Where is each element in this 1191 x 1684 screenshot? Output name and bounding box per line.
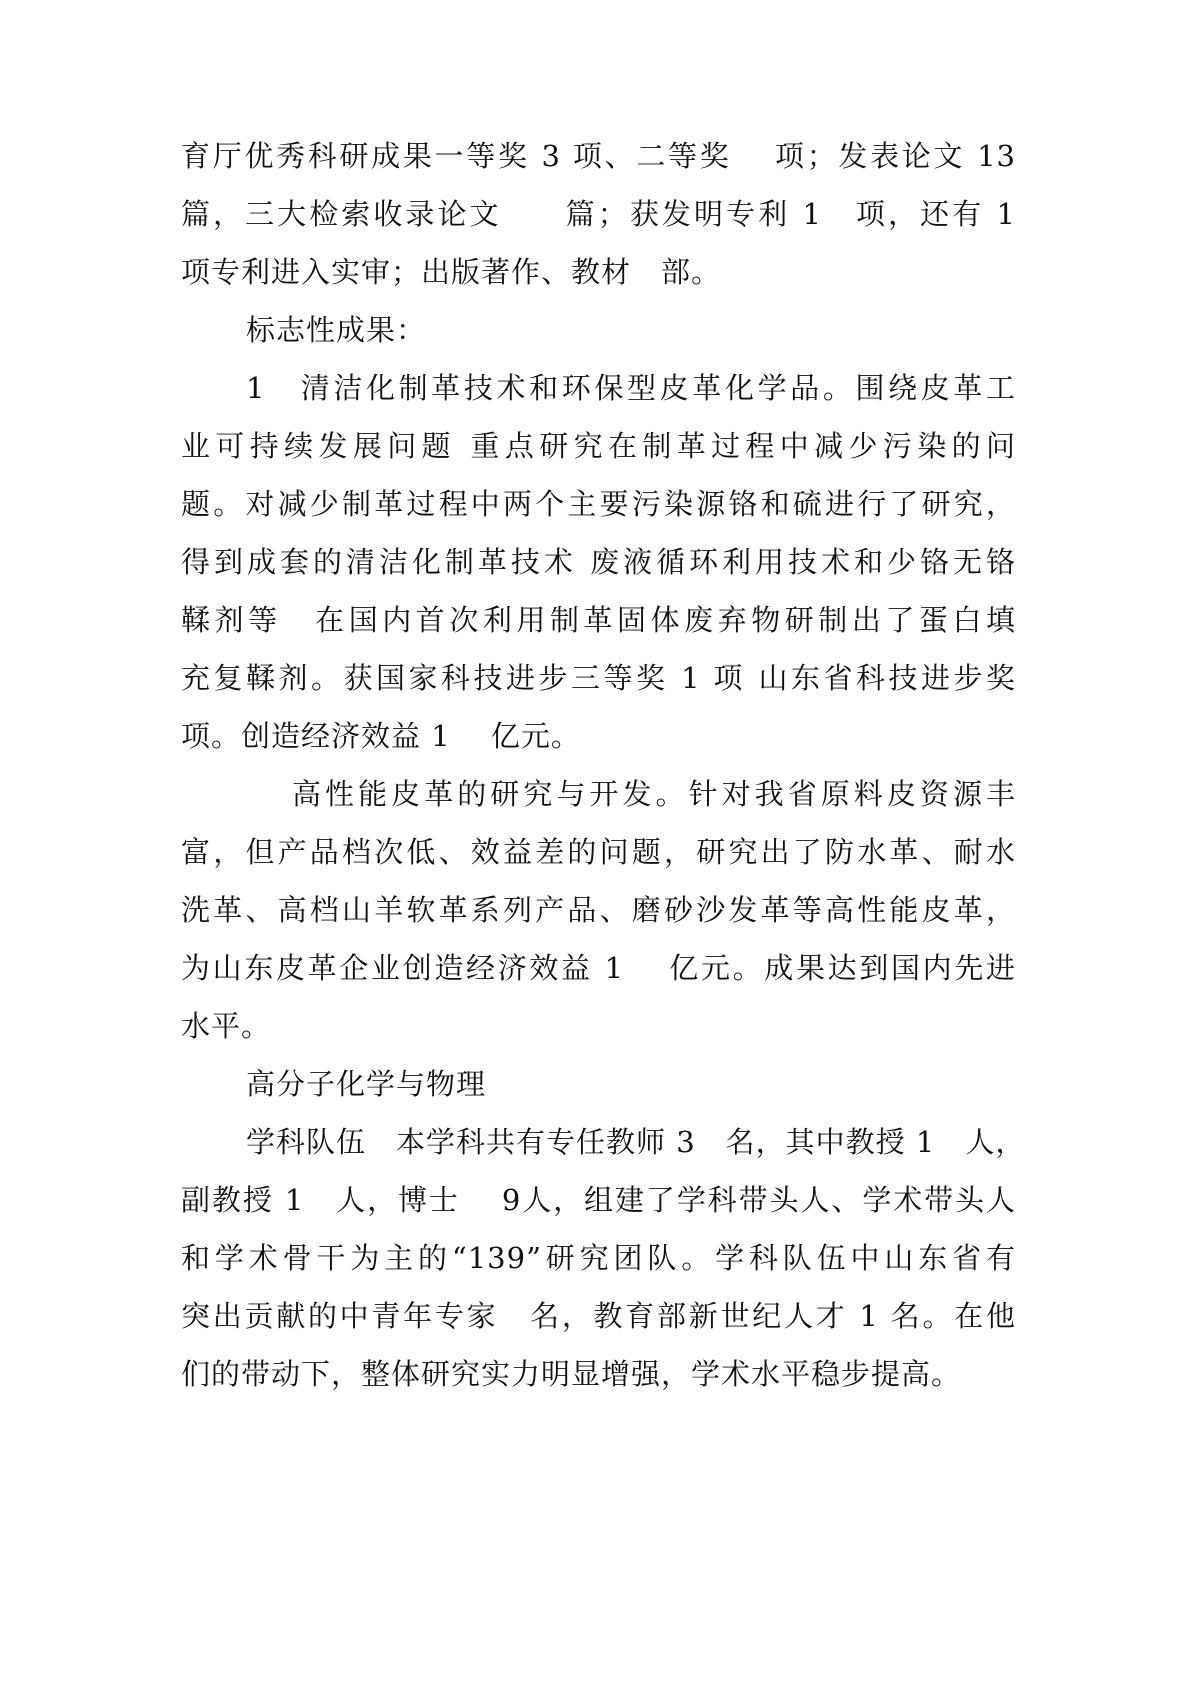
text-line-16: 水平。 [181,1009,272,1043]
text-line-20: 和学术骨干为主的“139”研究团队。学科队伍中山东省有 [181,1241,1016,1275]
text-line-3: 项专利进入实审；出版著作、教材 部。 [181,255,722,289]
text-line-5: 1 清洁化制革技术和环保型皮革化学品。围绕皮革工 [246,371,1016,405]
text-line-12: 高性能皮革的研究与开发。针对我省原料皮资源丰 [292,777,1016,811]
text-line-15: 为山东皮革企业创造经济效益 1 亿元。成果达到国内先进 [181,951,1016,985]
text-line-9: 鞣剂等 在国内首次利用制革固体废弃物研制出了蛋白填 [181,603,1016,637]
text-line-10: 充复鞣剂。获国家科技进步三等奖 1 项 山东省科技进步奖 [181,661,1016,695]
section-heading-signature-achievements: 标志性成果： [246,313,427,347]
text-line-18: 学科队伍 本学科共有专任教师 3 名，其中教授 1 人， [246,1125,1026,1159]
text-line-22: 们的带动下，整体研究实力明显增强，学术水平稳步提高。 [181,1357,962,1391]
section-heading-polymer-chemistry: 高分子化学与物理 [246,1067,487,1101]
text-line-21: 突出贡献的中青年专家 名，教育部新世纪人才 1 名。在他 [181,1299,1016,1333]
text-line-8: 得到成套的清洁化制革技术 废液循环利用技术和少铬无铬 [181,545,1016,579]
text-line-1: 育厅优秀科研成果一等奖 3 项、二等奖 项；发表论文 13 [181,139,1016,173]
text-line-13: 富，但产品档次低、效益差的问题，研究出了防水革、耐水 [181,835,1016,869]
text-line-2: 篇，三大检索收录论文 篇；获发明专利 1 项，还有 1 [181,197,1016,231]
text-line-11: 项。创造经济效益 1 亿元。 [181,719,581,753]
text-line-7: 题。对减少制革过程中两个主要污染源铬和硫进行了研究， [181,487,1016,521]
text-line-19: 副教授 1 人，博士 9人，组建了学科带头人、学术带头人 [181,1183,1016,1217]
text-line-14: 洗革、高档山羊软革系列产品、磨砂沙发革等高性能皮革， [181,893,1016,927]
text-line-6: 业可持续发展问题 重点研究在制革过程中减少污染的问 [181,429,1016,463]
